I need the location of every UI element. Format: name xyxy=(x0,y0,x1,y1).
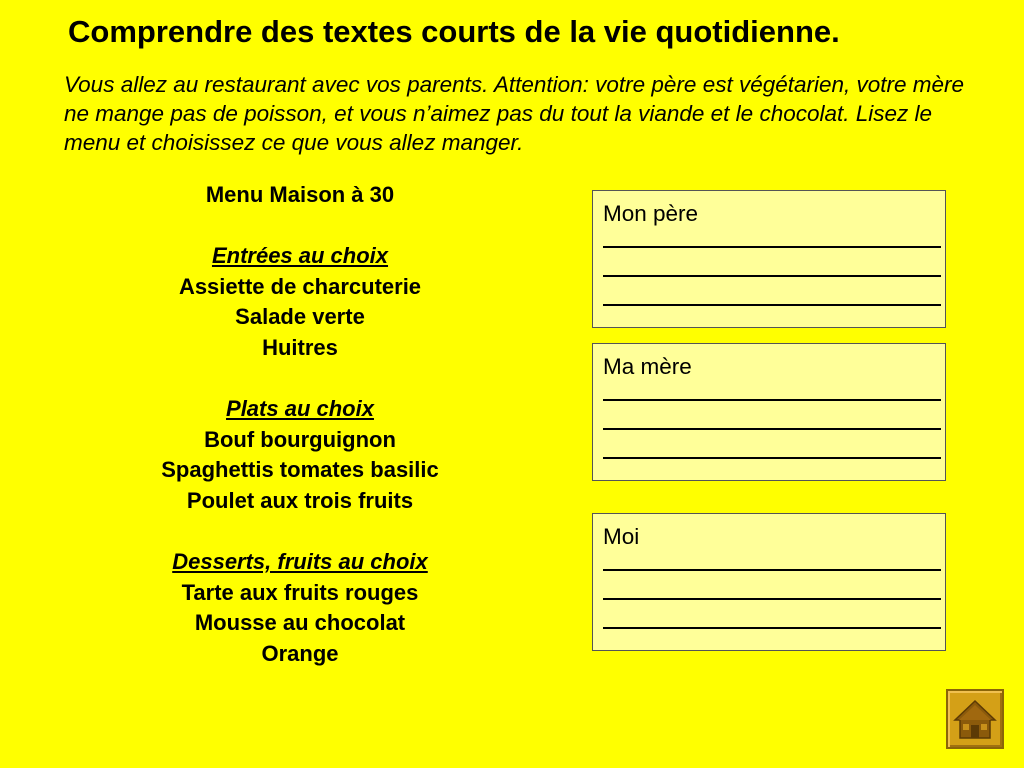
answer-line[interactable] xyxy=(603,568,941,571)
answer-line[interactable] xyxy=(603,456,941,459)
menu-item: Salade verte xyxy=(235,304,365,330)
answer-line[interactable] xyxy=(603,427,941,430)
home-icon xyxy=(952,696,998,742)
answer-box-me[interactable] xyxy=(592,513,946,651)
menu-section-heading-starters: Entrées au choix xyxy=(211,243,389,269)
menu-item: Mousse au chocolat xyxy=(194,610,406,636)
page-title: Comprendre des textes courts de la vie quotidienne. xyxy=(68,14,840,49)
menu-item: Huitres xyxy=(262,334,338,360)
menu-item: Assiette de charcuterie xyxy=(178,273,422,299)
menu-item: Poulet aux trois fruits xyxy=(186,487,414,513)
answer-box-label: Mon père xyxy=(603,201,699,226)
answer-line[interactable] xyxy=(603,626,941,629)
answer-line[interactable] xyxy=(603,245,941,248)
answer-box-mother[interactable] xyxy=(592,343,946,481)
instructions-text: Vous allez au restaurant avec vos parents. Attention: votre père est végétarien, votre mère ne mange pas de poisson, et vous n’aimez pas du tout la viande et le chocolat. Lisez le menu et choisissez ce que vous allez manger. xyxy=(64,72,965,155)
menu-section-heading-mains: Plats au choix xyxy=(226,396,374,422)
menu-item: Spaghettis tomates basilic xyxy=(161,457,439,483)
answer-line[interactable] xyxy=(603,597,941,600)
menu-item: Orange xyxy=(261,640,339,666)
menu-section-heading-desserts: Desserts, fruits au choix xyxy=(172,549,428,575)
home-button[interactable] xyxy=(946,689,1004,749)
answer-box-father[interactable] xyxy=(592,190,946,328)
menu-item: Tarte aux fruits rouges xyxy=(181,579,419,605)
answer-line[interactable] xyxy=(603,274,941,277)
menu-item: Bouf bourguignon xyxy=(204,426,396,452)
answer-box-label: Moi xyxy=(603,524,640,549)
restaurant-menu xyxy=(90,180,510,670)
menu-title: Menu Maison à 30 xyxy=(205,182,395,207)
answer-box-label: Ma mère xyxy=(603,354,692,379)
answer-line[interactable] xyxy=(603,303,941,306)
answer-line[interactable] xyxy=(603,398,941,401)
